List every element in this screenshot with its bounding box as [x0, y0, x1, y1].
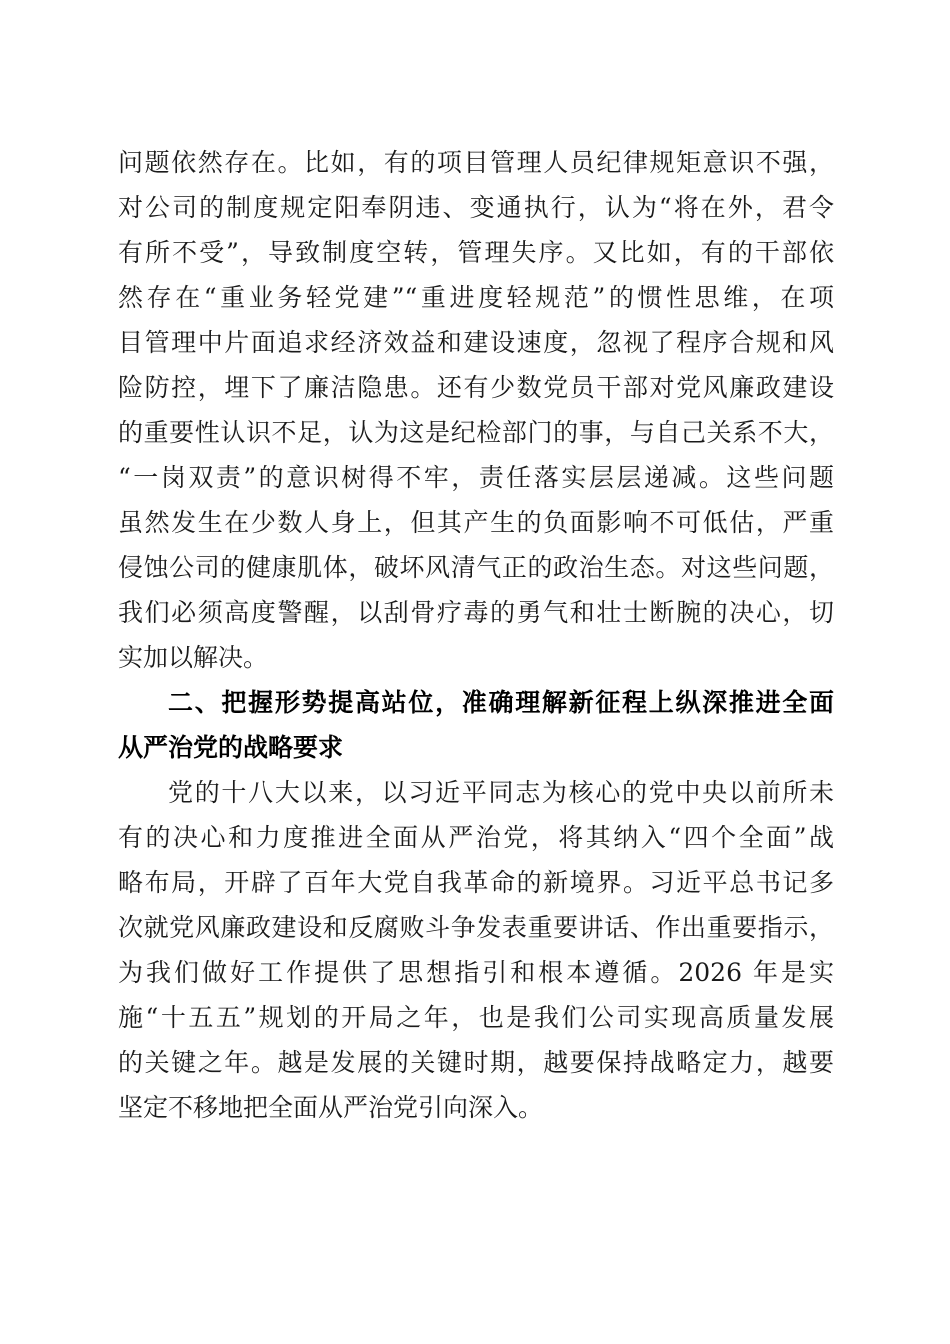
paragraph-line: 略布局，开辟了百年大党自我革命的新境界。习近平总书记多: [118, 868, 834, 897]
paragraph-strategy: [118, 770, 834, 1130]
paragraph-line: “一岗双责”的意识树得不牢，责任落实层层递减。这些问题: [118, 463, 834, 492]
paragraph-line: 的重要性认识不足，认为这是纪检部门的事，与自己关系不大，: [118, 418, 834, 447]
paragraph-line: 施“十五五”规划的开局之年，也是我们公司实现高质量发展: [118, 1003, 834, 1032]
paragraph-line: 次就党风廉政建设和反腐败斗争发表重要讲话、作出重要指示，: [118, 913, 834, 942]
paragraph-line: 对公司的制度规定阳奉阴违、变通执行，认为“将在外，君令: [118, 193, 834, 222]
paragraph-line: 问题依然存在。比如，有的项目管理人员纪律规矩意识不强，: [118, 148, 834, 177]
paragraph-line: 虽然发生在少数人身上，但其产生的负面影响不可低估，严重: [118, 508, 834, 537]
paragraph-line: 侵蚀公司的健康肌体，破坏风清气正的政治生态。对这些问题，: [118, 553, 834, 582]
paragraph-line: 我们必须高度警醒，以刮骨疗毒的勇气和壮士断腕的决心，切: [118, 598, 834, 627]
paragraph-line: 的关键之年。越是发展的关键时期，越要保持战略定力，越要: [118, 1048, 834, 1077]
section-heading: [118, 680, 834, 770]
paragraph-line: 然存在“重业务轻党建”“重进度轻规范”的惯性思维，在项: [118, 283, 834, 312]
document-body: [118, 140, 834, 1130]
paragraph-line: 实加以解决。: [118, 643, 269, 672]
heading-line: 二、把握形势提高站位，准确理解新征程上纵深推进全面: [168, 688, 834, 717]
paragraph-line: 为我们做好工作提供了思想指引和根本遵循。2026 年是实: [118, 958, 834, 987]
paragraph-line: 党的十八大以来，以习近平同志为核心的党中央以前所未: [168, 778, 834, 807]
paragraph-line: 险防控，埋下了廉洁隐患。还有少数党员干部对党风廉政建设: [118, 373, 834, 402]
paragraph-line: 坚定不移地把全面从严治党引向深入。: [118, 1093, 544, 1122]
paragraph-line: 有的决心和力度推进全面从严治党，将其纳入“四个全面”战: [118, 823, 834, 852]
paragraph-line: 有所不受”，导致制度空转，管理失序。又比如，有的干部依: [118, 238, 834, 267]
paragraph-line: 目管理中片面追求经济效益和建设速度，忽视了程序合规和风: [118, 328, 834, 357]
heading-line: 从严治党的战略要求: [118, 733, 344, 762]
paragraph-problems: [118, 140, 834, 680]
